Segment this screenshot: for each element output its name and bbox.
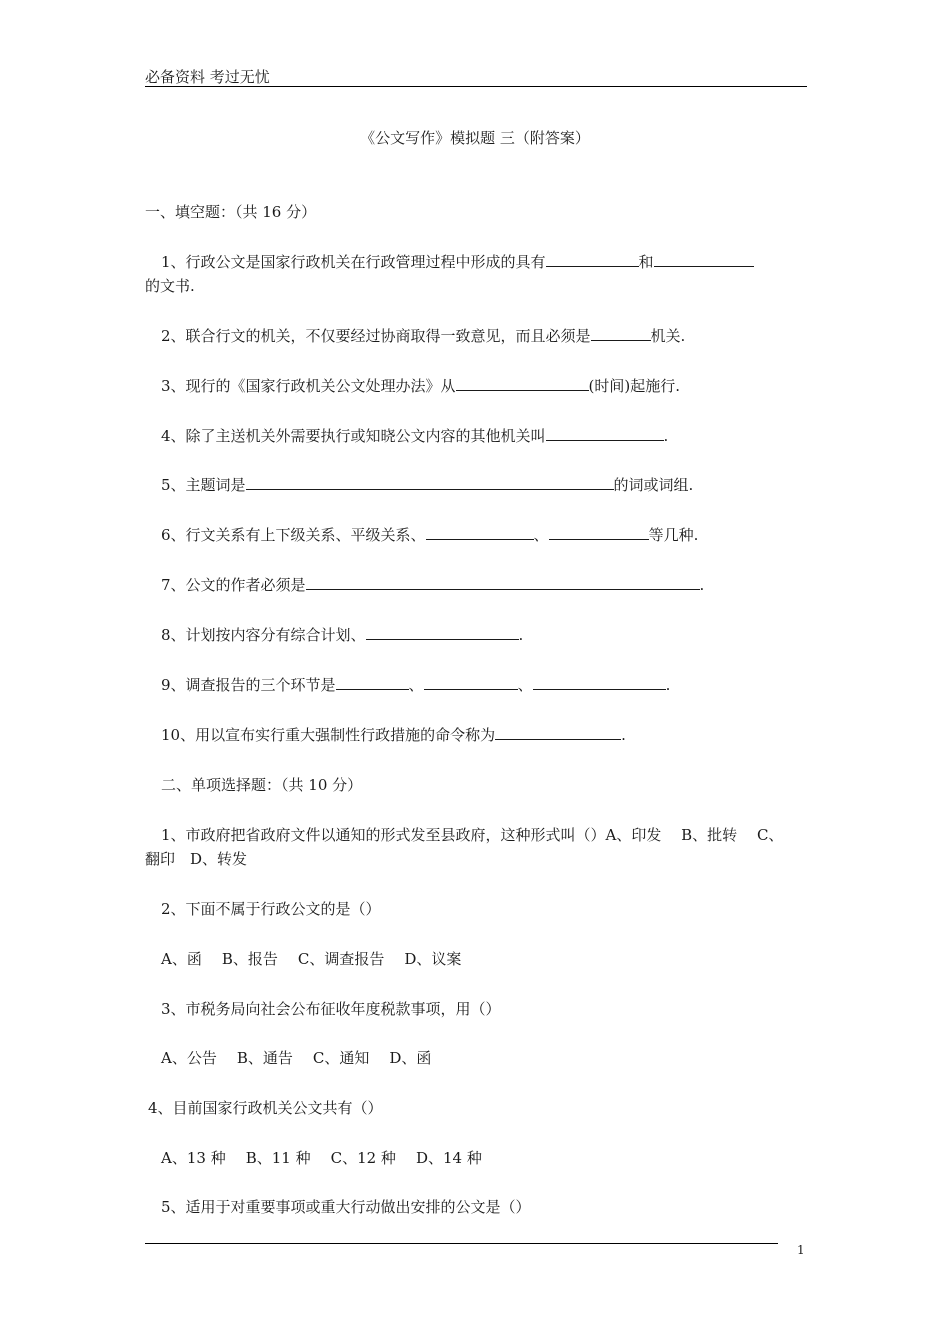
answer-blank — [426, 525, 534, 540]
answer-blank — [654, 252, 754, 267]
option: D、议案 — [404, 950, 462, 968]
question-text: . — [518, 626, 524, 644]
question-1-1 — [161, 251, 754, 273]
answer-blank — [424, 675, 518, 690]
question-1-2 — [161, 325, 685, 347]
question-text: 5、主题词是 — [161, 476, 246, 494]
footer-rule — [145, 1243, 778, 1244]
question-text: 10、用以宣布实行重大强制性行政措施的命令称为 — [161, 726, 496, 744]
question-text: 的词或词组. — [613, 476, 694, 494]
question-2-1: 1、市政府把省政府文件以通知的形式发至县政府，这种形式叫（）A、印发 B、批转 C、 — [161, 826, 784, 844]
answer-blank — [546, 426, 664, 441]
option: B、11 种 — [245, 1149, 311, 1167]
question-1-4 — [161, 425, 668, 447]
question-2-1-cont: 翻印 D、转发 — [145, 850, 248, 868]
question-1-1-cont: 的文书. — [145, 277, 195, 295]
question-text: 和 — [638, 253, 654, 271]
option: A、函 — [161, 950, 202, 968]
question-1-8 — [161, 624, 523, 646]
option: C、通知 — [312, 1049, 370, 1067]
answer-blank — [546, 252, 639, 267]
question-1-5 — [161, 474, 693, 496]
question-1-7 — [161, 574, 704, 596]
option: B、通告 — [236, 1049, 293, 1067]
option: A、13 种 — [161, 1149, 226, 1167]
question-text: 2、联合行文的机关，不仅要经过协商取得一致意见，而且必须是 — [161, 327, 591, 345]
option: C、调查报告 — [297, 950, 385, 968]
question-text: 、 — [408, 676, 424, 694]
option: A、公告 — [161, 1049, 217, 1067]
question-text: 9、调查报告的三个环节是 — [161, 676, 336, 694]
question-1-3 — [161, 375, 680, 397]
section1-heading: 一、填空题：（共 16 分） — [145, 203, 317, 221]
question-text: 、 — [517, 676, 533, 694]
question-text: . — [663, 427, 669, 445]
answer-blank — [366, 625, 519, 640]
option: C、12 种 — [330, 1149, 396, 1167]
section2-heading: 二、单项选择题：（共 10 分） — [161, 776, 363, 794]
question-1-10 — [161, 724, 626, 746]
question-text: 7、公文的作者必须是 — [161, 576, 306, 594]
question-text: . — [699, 576, 705, 594]
question-2-2-options — [161, 948, 481, 970]
question-text: (时间)起施行. — [588, 377, 681, 395]
question-1-6 — [161, 524, 698, 546]
question-2-3: 3、市税务局向社会公布征收年度税款事项，用（） — [161, 1000, 501, 1018]
question-2-4-options — [161, 1147, 502, 1169]
option: D、函 — [389, 1049, 432, 1067]
question-text: 1、行政公文是国家行政机关在行政管理过程中形成的具有 — [161, 253, 546, 271]
question-2-5: 5、适用于对重要事项或重大行动做出安排的公文是（） — [161, 1198, 531, 1216]
question-text: 4、除了主送机关外需要执行或知晓公文内容的其他机关叫 — [161, 427, 546, 445]
answer-blank — [533, 675, 666, 690]
question-text: 8、计划按内容分有综合计划、 — [161, 626, 366, 644]
page-number: 1 — [797, 1243, 805, 1257]
answer-blank — [591, 326, 651, 341]
question-text: 机关. — [650, 327, 686, 345]
question-text: 等几种. — [648, 526, 699, 544]
header-rule — [145, 86, 807, 87]
question-2-3-options — [161, 1047, 451, 1069]
answer-blank — [246, 475, 614, 490]
option: B、报告 — [221, 950, 278, 968]
question-text: 、 — [533, 526, 549, 544]
answer-blank — [306, 575, 700, 590]
document-title: 《公文写作》模拟题 三（附答案） — [360, 129, 590, 147]
option: D、14 种 — [415, 1149, 482, 1167]
question-text: . — [621, 726, 626, 744]
answer-blank — [456, 376, 589, 391]
question-1-9 — [161, 674, 670, 696]
question-2-2: 2、下面不属于行政公文的是（） — [161, 900, 381, 918]
answer-blank — [549, 525, 649, 540]
answer-blank — [495, 725, 621, 740]
question-2-4: 4、目前国家行政机关公文共有（） — [148, 1099, 383, 1117]
question-text: 3、现行的《国家行政机关公文处理办法》从 — [161, 377, 456, 395]
question-text: 6、行文关系有上下级关系、平级关系、 — [161, 526, 426, 544]
answer-blank — [336, 675, 409, 690]
page-header: 必备资料 考过无忧 — [145, 68, 270, 86]
question-text: . — [665, 676, 671, 694]
